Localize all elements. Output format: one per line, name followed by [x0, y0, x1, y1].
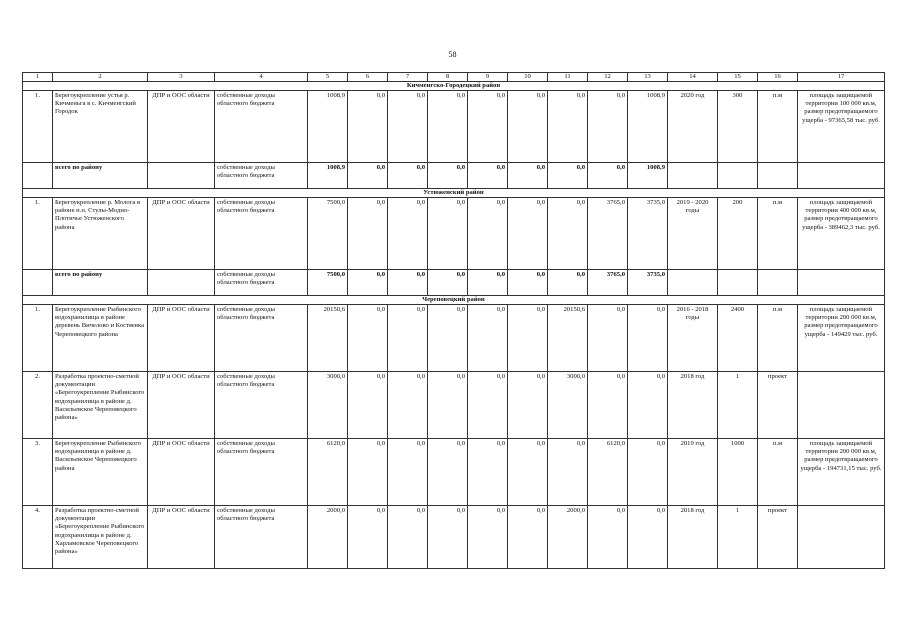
- amount-cell: 7500,0: [308, 198, 348, 270]
- amount-cell: 0,0: [388, 439, 428, 506]
- column-number-row: [23, 73, 885, 82]
- amount-cell: 0,0: [508, 270, 548, 296]
- unit: проект: [758, 372, 798, 439]
- amount-cell: 0,0: [508, 506, 548, 569]
- empty-cell: [148, 270, 215, 296]
- amount-cell: 3765,0: [588, 198, 628, 270]
- amount-cell: 0,0: [428, 506, 468, 569]
- executor: ДПР и ООС области: [148, 439, 215, 506]
- funding-source: собственные доходы областного бюджета: [215, 506, 308, 569]
- quantity: 2400: [718, 305, 758, 372]
- amount-cell: 0,0: [428, 163, 468, 189]
- amount-cell: 0,0: [348, 372, 388, 439]
- amount-cell: 0,0: [588, 372, 628, 439]
- effect: площадь защищаемой территории 100 000 кв.м, размер предотвращаемого ущерба - 97365,58 тыс. руб.: [798, 91, 885, 163]
- executor: ДПР и ООС области: [148, 506, 215, 569]
- row-number: 1.: [23, 198, 53, 270]
- effect: [798, 372, 885, 439]
- amount-cell: 0,0: [508, 198, 548, 270]
- amount-cell: 0,0: [548, 439, 588, 506]
- amount-cell: 1008,9: [628, 163, 668, 189]
- amount-cell: 1008,9: [628, 91, 668, 163]
- amount-cell: 3000,0: [308, 372, 348, 439]
- amount-cell: 0,0: [348, 163, 388, 189]
- empty-cell: [718, 163, 758, 189]
- column-number-header: 4: [215, 73, 308, 82]
- effect: площадь защищаемой территории 200 000 кв.м, размер предотвращаемого ущерба - 149429 тыс. руб.: [798, 305, 885, 372]
- page-number: 58: [448, 50, 457, 59]
- amount-cell: 0,0: [468, 506, 508, 569]
- amount-cell: 3000,0: [548, 372, 588, 439]
- executor: ДПР и ООС области: [148, 305, 215, 372]
- district-name: Кичменгско-Городецкий район: [23, 82, 885, 91]
- amount-cell: 0,0: [348, 506, 388, 569]
- column-number-header: 15: [718, 73, 758, 82]
- empty-cell: [668, 163, 718, 189]
- row-number: 1.: [23, 305, 53, 372]
- district-heading-row: [23, 189, 885, 198]
- amount-cell: 0,0: [428, 198, 468, 270]
- amount-cell: 0,0: [468, 305, 508, 372]
- unit: п.м: [758, 91, 798, 163]
- amount-cell: 0,0: [468, 439, 508, 506]
- amount-cell: 3765,0: [588, 270, 628, 296]
- table-row: [23, 372, 885, 439]
- amount-cell: 0,0: [348, 198, 388, 270]
- period: 2018 год: [668, 372, 718, 439]
- unit: п.м: [758, 305, 798, 372]
- table-row: [23, 439, 885, 506]
- amount-cell: 0,0: [508, 305, 548, 372]
- column-number-header: 9: [468, 73, 508, 82]
- amount-cell: 1008,9: [308, 163, 348, 189]
- amount-cell: 0,0: [468, 163, 508, 189]
- amount-cell: 20150,6: [308, 305, 348, 372]
- amount-cell: 0,0: [588, 305, 628, 372]
- empty-cell: [758, 163, 798, 189]
- amount-cell: 1008,9: [308, 91, 348, 163]
- quantity: 1000: [718, 439, 758, 506]
- amount-cell: 0,0: [508, 372, 548, 439]
- amount-cell: 2000,0: [548, 506, 588, 569]
- quantity: 300: [718, 91, 758, 163]
- amount-cell: 0,0: [548, 163, 588, 189]
- district-name: Устюженский район: [23, 189, 885, 198]
- amount-cell: 0,0: [628, 506, 668, 569]
- period: 2018 год: [668, 506, 718, 569]
- quantity: 1: [718, 372, 758, 439]
- column-number-header: 7: [388, 73, 428, 82]
- row-number: 4.: [23, 506, 53, 569]
- amount-cell: 0,0: [428, 372, 468, 439]
- funding-source: собственные доходы областного бюджета: [215, 163, 308, 189]
- amount-cell: 7500,0: [308, 270, 348, 296]
- amount-cell: 0,0: [388, 198, 428, 270]
- amount-cell: 0,0: [508, 91, 548, 163]
- column-number-header: 2: [53, 73, 148, 82]
- table-row: [23, 91, 885, 163]
- executor: ДПР и ООС области: [148, 198, 215, 270]
- table-row: [23, 305, 885, 372]
- period: 2019 - 2020 годы: [668, 198, 718, 270]
- column-number-header: 8: [428, 73, 468, 82]
- amount-cell: 0,0: [548, 198, 588, 270]
- amount-cell: 3735,0: [628, 198, 668, 270]
- project-name: Берегоукрепление устья р. Кичменьга в с. Кичменгский Городок: [53, 91, 148, 163]
- amount-cell: 0,0: [428, 439, 468, 506]
- amount-cell: 0,0: [348, 305, 388, 372]
- amount-cell: 0,0: [628, 372, 668, 439]
- table-row: [23, 506, 885, 569]
- amount-cell: 0,0: [348, 270, 388, 296]
- table-row: [23, 198, 885, 270]
- total-label: всего по району: [53, 270, 148, 296]
- amount-cell: 0,0: [428, 270, 468, 296]
- project-name: Берегоукрепление Рыбинского водохранилища в районе деревень Вичелово и Костяевка Череповецкого района: [53, 305, 148, 372]
- row-number: 1.: [23, 91, 53, 163]
- empty-cell: [798, 163, 885, 189]
- empty-cell: [798, 270, 885, 296]
- district-heading-row: [23, 82, 885, 91]
- district-name: Череповецкий район: [23, 296, 885, 305]
- funding-source: собственные доходы областного бюджета: [215, 372, 308, 439]
- amount-cell: 0,0: [588, 163, 628, 189]
- amount-cell: 0,0: [388, 305, 428, 372]
- project-name: Берегоукрепление р. Молога в районе н.п. Стулы-Модно-Плотичье Устюженского района: [53, 198, 148, 270]
- quantity: 200: [718, 198, 758, 270]
- amount-cell: 0,0: [388, 163, 428, 189]
- amount-cell: 0,0: [388, 372, 428, 439]
- unit: проект: [758, 506, 798, 569]
- amount-cell: 3735,0: [628, 270, 668, 296]
- column-number-header: 11: [548, 73, 588, 82]
- executor: ДПР и ООС области: [148, 372, 215, 439]
- amount-cell: 0,0: [468, 372, 508, 439]
- empty-cell: [668, 270, 718, 296]
- project-name: Разработка проектно-сметной документации «Берегоукрепление Рыбинского водохранилища в районе д. Васильевское Череповецкого района»: [53, 372, 148, 439]
- empty-cell: [148, 163, 215, 189]
- amount-cell: 0,0: [348, 91, 388, 163]
- amount-cell: 0,0: [588, 506, 628, 569]
- district-heading-row: [23, 296, 885, 305]
- funding-source: собственные доходы областного бюджета: [215, 270, 308, 296]
- column-number-header: 12: [588, 73, 628, 82]
- empty-cell: [23, 270, 53, 296]
- amount-cell: 6120,0: [308, 439, 348, 506]
- column-number-header: 17: [798, 73, 885, 82]
- amount-cell: 0,0: [508, 163, 548, 189]
- amount-cell: 6120,0: [588, 439, 628, 506]
- column-number-header: 16: [758, 73, 798, 82]
- amount-cell: 0,0: [468, 91, 508, 163]
- unit: п.м: [758, 198, 798, 270]
- amount-cell: 0,0: [628, 439, 668, 506]
- amount-cell: 0,0: [468, 270, 508, 296]
- funding-source: собственные доходы областного бюджета: [215, 198, 308, 270]
- amount-cell: 0,0: [468, 198, 508, 270]
- column-number-header: 3: [148, 73, 215, 82]
- amount-cell: 0,0: [508, 439, 548, 506]
- period: 2020 год: [668, 91, 718, 163]
- empty-cell: [23, 163, 53, 189]
- effect: [798, 506, 885, 569]
- row-number: 3.: [23, 439, 53, 506]
- amount-cell: 0,0: [628, 305, 668, 372]
- amount-cell: 0,0: [388, 91, 428, 163]
- total-label: всего по району: [53, 163, 148, 189]
- amount-cell: 0,0: [548, 270, 588, 296]
- project-name: Разработка проектно-сметной документации «Берегоукрепление Рыбинского водохранилища в районе д. Харламовское Череповецкого района»: [53, 506, 148, 569]
- amount-cell: 0,0: [548, 91, 588, 163]
- column-number-header: 10: [508, 73, 548, 82]
- district-total-row: [23, 270, 885, 296]
- amount-cell: 0,0: [428, 305, 468, 372]
- period: 2019 год: [668, 439, 718, 506]
- funding-source: собственные доходы областного бюджета: [215, 91, 308, 163]
- amount-cell: 0,0: [388, 270, 428, 296]
- amount-cell: 20150,6: [548, 305, 588, 372]
- amount-cell: 0,0: [348, 439, 388, 506]
- amount-cell: 2000,0: [308, 506, 348, 569]
- column-number-header: 6: [348, 73, 388, 82]
- unit: п.м: [758, 439, 798, 506]
- amount-cell: 0,0: [588, 91, 628, 163]
- funding-source: собственные доходы областного бюджета: [215, 305, 308, 372]
- column-number-header: 13: [628, 73, 668, 82]
- quantity: 1: [718, 506, 758, 569]
- project-name: Берегоукрепление Рыбинского водохранилища в районе д. Васильевское Череповецкого района: [53, 439, 148, 506]
- executor: ДПР и ООС области: [148, 91, 215, 163]
- empty-cell: [718, 270, 758, 296]
- budget-table: [22, 72, 885, 569]
- amount-cell: 0,0: [388, 506, 428, 569]
- column-number-header: 1: [23, 73, 53, 82]
- column-number-header: 14: [668, 73, 718, 82]
- period: 2016 - 2018 годы: [668, 305, 718, 372]
- effect: площадь защищаемой территории 200 000 кв.м, размер предотвращаемого ущерба - 194731,15 тыс. руб.: [798, 439, 885, 506]
- row-number: 2.: [23, 372, 53, 439]
- district-total-row: [23, 163, 885, 189]
- amount-cell: 0,0: [428, 91, 468, 163]
- funding-source: собственные доходы областного бюджета: [215, 439, 308, 506]
- effect: площадь защищаемой территории 400 000 кв.м, размер предотвращаемого ущерба - 389462,3 тыс. руб.: [798, 198, 885, 270]
- empty-cell: [758, 270, 798, 296]
- column-number-header: 5: [308, 73, 348, 82]
